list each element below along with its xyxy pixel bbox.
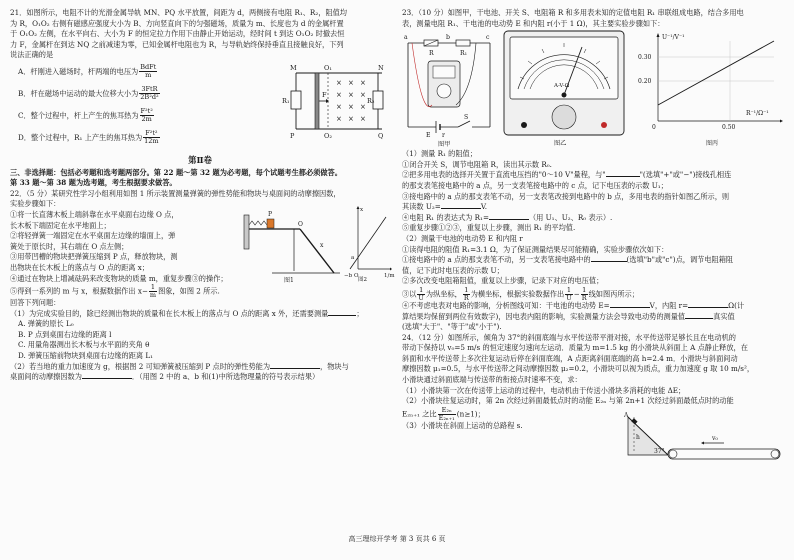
- label-O2: O₂: [324, 131, 332, 140]
- step-text: ②把多用电表的选择开关置于直流电压挡的"0～10 V"量程，与": [402, 170, 606, 180]
- axis-y-label: x: [360, 206, 364, 213]
- graph-y-axis-label: U⁻¹/V⁻¹: [662, 34, 685, 42]
- frac-den: 2B²d²: [140, 93, 159, 102]
- q22-step-5: [10, 284, 390, 298]
- q23-multimeter-figure: [502, 29, 626, 147]
- frac-den: U: [418, 293, 424, 302]
- frac-num: F²t²: [143, 130, 159, 138]
- q22-sub1-option: C. 用量角器测出长木板与水平面的夹角 θ: [18, 340, 150, 350]
- field-mark: ×: [336, 114, 342, 123]
- figure-2-caption: 图2: [358, 276, 367, 283]
- graph-y-tick: 0.30: [638, 54, 652, 62]
- answer-blank[interactable]: [82, 378, 132, 379]
- frac-den: m: [145, 71, 152, 80]
- step-text: Ω(计: [728, 300, 745, 310]
- label-angle: 37°: [654, 447, 665, 455]
- frac-den: U: [566, 293, 572, 302]
- fraction-1-over-R: [581, 287, 588, 302]
- frac-num: 1: [149, 284, 157, 292]
- step-text: 为横坐标，根据实验数据作出: [470, 289, 565, 299]
- q22-step: ①将一长直薄木板上端斜靠在水平桌面右边缘 O 点，: [10, 209, 179, 219]
- q23-part2-step: (选填"大于"、"等于"或"小于").: [402, 322, 502, 332]
- answer-blank[interactable]: [606, 176, 640, 177]
- q21-stem-line: 21．如图所示，电阻不计的光滑金属导轨 MN、PQ 水平放置，间距为 d，两侧接有电阻 R₁、R₂，阻值均: [10, 8, 347, 17]
- label-R1: R₁: [282, 96, 290, 105]
- q23-part2-step: ①读得电阻的阻值 R₁=3.1 Ω，为了保证测量结果尽可能精确，实验步骤依次如下：: [402, 244, 669, 254]
- q21-stem-line: 说法正确的是: [10, 50, 54, 60]
- field-mark: ×: [360, 78, 366, 87]
- answer-blank[interactable]: [591, 261, 627, 262]
- q23-part1-step: ③接电路中的 a 点的那支表笔不动，另一支表笔改接到电路中的 b 点，多用电表的指针如图乙所示，则: [402, 191, 730, 201]
- field-mark: ×: [360, 90, 366, 99]
- label-R: R: [429, 50, 434, 58]
- q22-sub1-option: B. P 点到桌面右边缘的距离 l: [18, 329, 112, 339]
- field-mark: ×: [348, 78, 354, 87]
- q22-sub1-option: A. 弹簧的原长 L₀: [18, 319, 74, 329]
- option-b-text: B．杆在磁场中运动的最大位移大小为: [18, 88, 139, 98]
- q23-part2-step: [402, 312, 786, 323]
- q22-step: ④通过在物块上增减砝码来改变物块的质量 m，重复步骤③的操作；: [10, 273, 228, 283]
- q21-rail-figure: [282, 63, 386, 141]
- label-Q: Q: [378, 131, 384, 140]
- axis-x-label: 1/m: [384, 272, 395, 279]
- q24-sub3: （3）小滑块在斜面上运动的总路程 s.: [402, 420, 523, 430]
- step-text: ④不考虑电表对电路的影响，分析图线可知：干电池的电动势 E=: [402, 300, 610, 310]
- label-x: x: [320, 241, 324, 249]
- node-a: a: [404, 34, 408, 42]
- label-S: S: [464, 114, 469, 122]
- q23-part1-step: [402, 202, 786, 213]
- frac-den: m: [149, 291, 157, 300]
- option-d-fraction: [143, 130, 159, 145]
- step-text: ④电阻 R₁ 的表达式为 R₁=: [402, 212, 489, 222]
- field-mark: ×: [360, 102, 366, 111]
- q23-part1-step: ⑤重复步骤①②③，重复以上步骤，测出 R₁ 的平均值.: [402, 223, 576, 233]
- q23-circuit-figure: [402, 31, 494, 147]
- graph-x-tick: 0.50: [722, 124, 736, 132]
- page-footer: 高三理综开学考 第 3 页共 6 页: [348, 535, 446, 543]
- q23-figures: [402, 29, 786, 149]
- step-text: ③以: [402, 289, 417, 299]
- q22-answer-intro: 回答下列问题：: [10, 298, 61, 308]
- graph-y-tick: 0.20: [638, 78, 652, 86]
- frac-den: E₂ₙ₊₁: [438, 413, 455, 422]
- frac-num: 1: [566, 285, 571, 294]
- label-A: A: [624, 411, 629, 419]
- q22-step-5-text: ⑤得到一系列的 m 与 x，根据数据作出 x−: [10, 286, 148, 296]
- frac-den: 12m: [144, 137, 159, 146]
- option-b-fraction: [139, 86, 159, 101]
- field-mark: ×: [336, 102, 342, 111]
- q23-part1-title: （1）测量 R₁ 的阻值；: [402, 149, 477, 159]
- q22-sub2-cont: [10, 372, 390, 383]
- q24-stem-line: 斜面和水平传送带上多次往复运动后停在斜面底端，A 点距离斜面底端的高 h=2.4 m．小滑块与斜面间动: [402, 353, 738, 363]
- frac-num: 1: [582, 285, 587, 294]
- q22-sub2: [10, 362, 390, 373]
- q23-part2-title: （2）测量干电池的电动势 E 和内阻 r: [402, 233, 523, 243]
- frac-num: 1: [464, 285, 469, 294]
- frac-den: R: [581, 293, 587, 302]
- label-P: P: [268, 210, 273, 218]
- label-M: M: [290, 63, 297, 72]
- q22-figure-1: [242, 207, 342, 283]
- field-mark: ×: [336, 90, 342, 99]
- part2-title: 第Ⅱ卷: [188, 154, 212, 165]
- q23-part1-step: [402, 170, 786, 181]
- answer-blank[interactable]: [688, 307, 728, 308]
- q24-stem-line: 带动下保持以 v₀=5 m/s 的恒定速度匀速向左运动．质量为 m=1.5 kg 的小滑块从斜面上 A 点静止释放，在: [402, 343, 748, 353]
- frac-num: 3FtR: [139, 86, 159, 94]
- q23-stem-line: 23．（10 分）如图甲，干电池、开关 S、电阻箱 R 和多用表未知的定值电阻 R₁ 串联组成电路，结合多用电: [402, 8, 744, 17]
- origin-label: O: [354, 272, 359, 279]
- figure-1-caption: 图1: [284, 276, 294, 284]
- label-O1: O₁: [324, 63, 332, 72]
- step-text: 算结果均保留到两位有效数字)，因电表内阻的影响，实验测量方法会导致电动势的测量值: [402, 311, 686, 321]
- q23-part2-step: ②多次改变电阻箱阻值，重复以上步骤，记录下对应的电压值；: [402, 276, 604, 286]
- intercept-b: −b: [344, 272, 353, 279]
- option-c-fraction: [140, 108, 154, 123]
- field-mark: ×: [348, 102, 354, 111]
- label-h: h: [636, 433, 640, 441]
- q22-step: ②将轻弹簧一端固定在水平桌面左边缘的墙面上，弹: [10, 231, 176, 241]
- label-R1: R₁: [460, 50, 468, 58]
- q22-sub2-text: 桌面间的动摩擦因数为: [10, 372, 82, 382]
- left-column: [10, 8, 395, 383]
- frac-num: F²t²: [140, 107, 153, 116]
- q21-stem-line: 为 R，O₁O₂ 右侧有磁感应强度大小为 B、方向竖直向下的匀强磁场，质量为 m、长度也为 d 的金属杆置: [10, 18, 344, 28]
- figure-jia-caption: 图甲: [438, 141, 451, 149]
- label-P: P: [290, 131, 295, 140]
- option-d-text: D．整个过程中，R₁ 上产生的焦耳热为: [18, 132, 143, 142]
- step-text: V，内阻 r=: [649, 300, 689, 310]
- node-c: c: [486, 34, 490, 42]
- q22-sub2-text: （2）若当地的重力加速度为 g，根据图 2 可知弹簧被压缩到 P 点时的弹性势能为: [10, 361, 271, 371]
- answer-blank[interactable]: [610, 307, 650, 308]
- q22-stem-line: 22．（5 分）某研究性学习小组利用如图 1 所示装置测量弹簧的弹性势能和物块与桌面间的动摩擦因数，: [10, 188, 341, 198]
- q23-part2-step: [402, 255, 786, 266]
- node-b: b: [446, 34, 450, 42]
- q22-figure-2: [344, 203, 395, 283]
- answer-blank[interactable]: [270, 368, 320, 369]
- frac-num: BdFt: [140, 63, 157, 72]
- label-N: N: [378, 63, 384, 72]
- frac-den: 2m: [141, 115, 152, 124]
- q24-sub2: （2）小滑块往复运动时，第 2n 次经过斜面最低点时的动能 E₂ₙ 与第 2n+1 次经过斜面最低点时的动能: [402, 396, 734, 406]
- q22-sub2-text: ．（用图 2 中的 a、b 和(1)中所选物理量的符号表示结果）: [131, 372, 320, 382]
- graph-origin: 0: [652, 124, 656, 132]
- q22-step: ③用带凹槽的物块把弹簧压缩到 P 点，释放物块，测: [10, 252, 178, 262]
- q23-part1-step: ①闭合开关 S，调节电阻箱 R，读出其示数 R₀.: [402, 159, 552, 169]
- label-v0: v₀: [712, 434, 718, 442]
- q21-stem-line: 于 O₁O₂ 左侧，在水平向右、大小为 F 的恒定拉力作用下由静止开始运动，经时间 t 到达 O₁O₂ 时撤去恒: [10, 29, 345, 39]
- q22-step: 簧处于原长时，其右端在 O 点左侧；: [10, 241, 129, 251]
- part2-intro-line: 第 33 题～第 38 题为选考题，考生根据要求做答。: [10, 178, 177, 188]
- q23-part2-step: [402, 287, 786, 301]
- option-c-text: C．整个过程中，杆上产生的焦耳热为: [18, 110, 139, 120]
- q23-part2-step: [402, 301, 786, 312]
- part2-intro-line: 三、非选择题：包括必考题和选考题两部分。第 22 题～第 32 题为必考题，每个试题考生都必须做答。: [10, 167, 342, 177]
- q23-part1-step: 的那支表笔接电路中的 a 点，另一支表笔接电路中的 c 点，记下电压表的示数 U₁；: [402, 180, 668, 190]
- q22-stem-line: 实验步骤如下：: [10, 199, 61, 209]
- q24-incline-conveyor-figure: [624, 413, 784, 471]
- q22-step-5-end: 图象，如图 2 所示.: [158, 286, 220, 296]
- right-column: [402, 8, 786, 455]
- step-text: "(选填"+"或"−")接线孔相连: [639, 170, 732, 180]
- step-text: 其读数 U₂=: [402, 202, 441, 212]
- option-a-text: A．杆刚进入磁场时，杆两端的电压为: [18, 66, 139, 76]
- answer-blank[interactable]: [441, 208, 481, 209]
- q24-energy-ratio: [438, 407, 456, 422]
- answer-blank[interactable]: [685, 318, 713, 319]
- q23-stem-line: 表，测量电阻 R₁、干电池的电动势 E 和内阻 r(小于 1 Ω)，其主要实验步骤如下：: [402, 18, 665, 28]
- label-E: E: [426, 132, 431, 140]
- question-24: [402, 332, 786, 455]
- graph-x-axis-label: R⁻¹/Ω⁻¹: [746, 110, 769, 118]
- fraction-1-over-U: [565, 287, 572, 302]
- step-text: −: [573, 289, 580, 299]
- frac-num: 1: [419, 285, 424, 294]
- q23-part1-step: [402, 213, 786, 224]
- step-text: (选填"b"或"c")点，调节电阻箱阻: [626, 255, 734, 265]
- question-23: [402, 8, 786, 333]
- intercept-a: a: [351, 254, 355, 261]
- q22-step: 出物块在长木板上的落点与 O 点的距离 x；: [10, 262, 149, 272]
- q22-sub1-end: ；: [356, 308, 364, 318]
- question-22: [10, 188, 395, 383]
- q24-sub1: （1）小滑块第一次在传送带上运动的过程中，电动机由于传送小滑块多消耗的电能 ΔE；: [402, 385, 686, 395]
- question-21: [10, 8, 390, 153]
- figure-bing-caption: 图丙: [706, 140, 719, 148]
- answer-blank[interactable]: [489, 219, 529, 220]
- q23-part2-step: 值，记下此时电压表的示数 U；: [402, 265, 504, 275]
- q24-stem-line: 小滑块通过斜面底端与传送带的衔接点时速率不变，求：: [402, 375, 582, 385]
- q22-sub2-text: ，物块与: [320, 361, 349, 371]
- q22-sub1-text: （1）为完成实验目的，除已经测出物块的质量和在长木板上的落点与 O 点的距离 x 外，还需要测量: [10, 308, 329, 318]
- meter-label: A-V-Ω: [554, 83, 570, 90]
- fraction-1-over-R: [463, 287, 470, 302]
- frac-den: R: [463, 293, 469, 302]
- q23-graph-figure: [634, 29, 784, 147]
- label-F: F: [322, 90, 327, 99]
- option-a-fraction: [139, 64, 157, 79]
- step-text: 真实值: [713, 311, 735, 321]
- step-text: 为纵坐标，: [425, 289, 462, 299]
- q21-stem-line: 力 F，金属杆在到达 NQ 之前减速为零，已知金属杆电阻也为 R，与导轨始终保持垂直且接触良好，下列: [10, 39, 344, 49]
- step-text: 线如图丙所示；: [588, 289, 639, 299]
- answer-blank[interactable]: [328, 315, 356, 316]
- step-text: ①接电路中的 a 点的那支表笔不动，另一支表笔接电路中的: [402, 255, 591, 265]
- figure-yi-caption: 图乙: [554, 140, 567, 148]
- field-mark: ×: [348, 114, 354, 123]
- q24-stem-line: 24．（12 分）如图所示，倾角为 37°的斜面底端与水平传送带平滑对接，水平传送带足够长且在电动机的: [402, 332, 736, 342]
- step-text: （用 U₁、U₂、R₀ 表示）.: [528, 212, 613, 222]
- step-text: V.: [480, 202, 488, 212]
- fraction-1-over-U: [417, 287, 424, 302]
- q22-fraction: [149, 284, 157, 299]
- field-mark: ×: [336, 78, 342, 87]
- field-mark: ×: [348, 90, 354, 99]
- q24-stem-line: 摩擦因数 μ₁=0.5，与水平传送带之间动摩擦因数 μ₂=0.2，小滑块可以视为质点，重力加速度 g 取 10 m/s²，: [402, 364, 755, 374]
- label-r: r: [442, 132, 445, 140]
- frac-num: E₂ₙ: [438, 407, 456, 415]
- label-O: O: [298, 220, 303, 228]
- q22-step: 长木板下端固定在水平地面上；: [10, 220, 111, 230]
- q24-sub2-post: (n≥1)；: [456, 409, 485, 419]
- q22-sub1-option: D. 弹簧压缩前物块到桌面右边缘的距离 L₁: [18, 351, 154, 361]
- q22-sub1: [10, 309, 390, 320]
- field-mark: ×: [360, 114, 366, 123]
- q24-sub2-pre: E₂ₙ₊₁ 之比: [402, 409, 437, 419]
- label-R2: R₂: [367, 96, 375, 105]
